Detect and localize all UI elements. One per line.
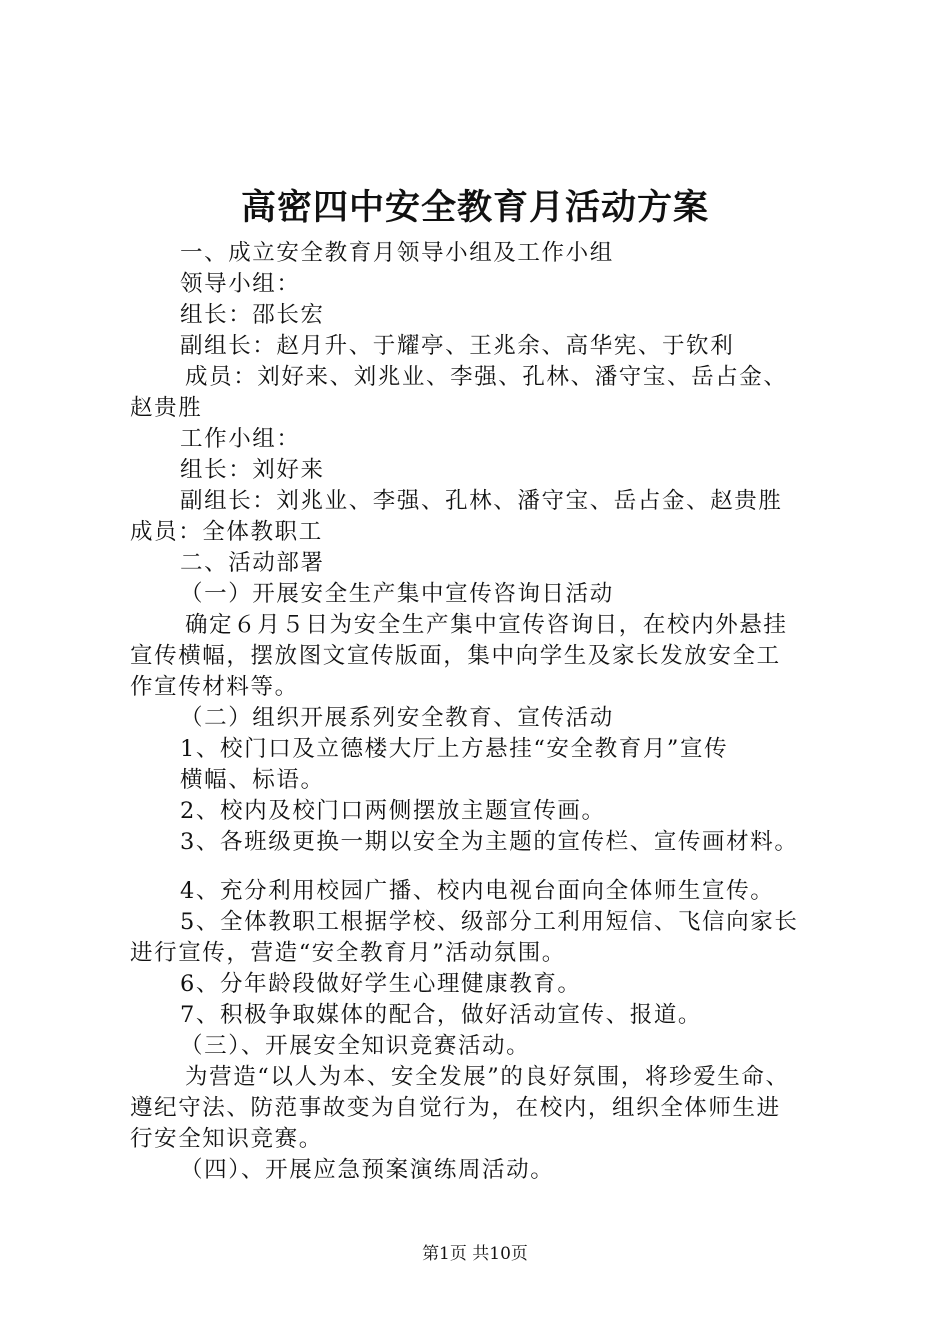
list-item: 2、校内及校门口两侧摆放主题宣传画。	[180, 798, 606, 824]
paragraph-line: 成员：全体教职工	[130, 519, 323, 545]
document-title: 高密四中安全教育月活动方案	[240, 187, 709, 228]
subsection-heading: （二）组织开展系列安全教育、宣传活动	[180, 705, 614, 731]
document-body	[130, 238, 840, 1186]
page-number: 第1页 共10页	[422, 1244, 528, 1264]
list-item: 进行宣传，营造“安全教育月”活动氛围。	[130, 940, 566, 966]
list-item: 7、积极争取媒体的配合，做好活动宣传、报道。	[180, 1002, 703, 1028]
paragraph-line: 确定６月５日为安全生产集中宣传咨询日，在校内外悬挂	[185, 612, 788, 638]
subsection-heading: （四）、开展应急预案演练周活动。	[180, 1157, 555, 1183]
paragraph-line: 副组长：刘兆业、李强、孔林、潘守宝、岳占金、赵贵胜	[180, 488, 783, 514]
list-item: 1、校门口及立德楼大厅上方悬挂“安全教育月”宣传	[180, 736, 729, 762]
paragraph-line: 为营造“以人为本、安全发展”的良好氛围，将珍爱生命、	[185, 1064, 790, 1090]
blank-line	[130, 858, 840, 876]
list-item: 6、分年龄段做好学生心理健康教育。	[180, 971, 582, 997]
paragraph-line: 副组长：赵月升、于耀亭、王兆余、高华宪、于钦利	[180, 333, 735, 359]
paragraph-line: 宣传横幅，摆放图文宣传版面，集中向学生及家长发放安全工	[130, 643, 781, 669]
list-item: 横幅、标语。	[180, 767, 325, 793]
list-item: 3、各班级更换一期以安全为主题的宣传栏、宣传画材料。	[180, 829, 799, 855]
list-item: 4、充分利用校园广播、校内电视台面向全体师生宣传。	[180, 878, 775, 904]
paragraph-line: 作宣传材料等。	[130, 674, 299, 700]
paragraph-line: 行安全知识竞赛。	[130, 1126, 323, 1152]
paragraph-line: 成员：刘好来、刘兆业、李强、孔林、潘守宝、岳占金、	[185, 364, 788, 390]
paragraph-line: 组长：邵长宏	[180, 302, 325, 328]
subsection-heading: （一）开展安全生产集中宣传咨询日活动	[180, 581, 614, 607]
subsection-heading: （三）、开展安全知识竞赛活动。	[180, 1033, 531, 1059]
list-item: 5、全体教职工根据学校、级部分工利用短信、飞信向家长	[180, 909, 799, 935]
paragraph-line: 遵纪守法、防范事故变为自觉行为，在校内，组织全体师生进	[130, 1095, 781, 1121]
paragraph-line: 领导小组：	[180, 271, 301, 297]
paragraph-line: 赵贵胜	[130, 395, 203, 421]
section-heading: 一、成立安全教育月领导小组及工作小组	[180, 240, 614, 266]
section-heading: 二、活动部署	[180, 550, 325, 576]
paragraph-line: 组长：刘好来	[180, 457, 325, 483]
paragraph-line: 工作小组：	[180, 426, 301, 452]
